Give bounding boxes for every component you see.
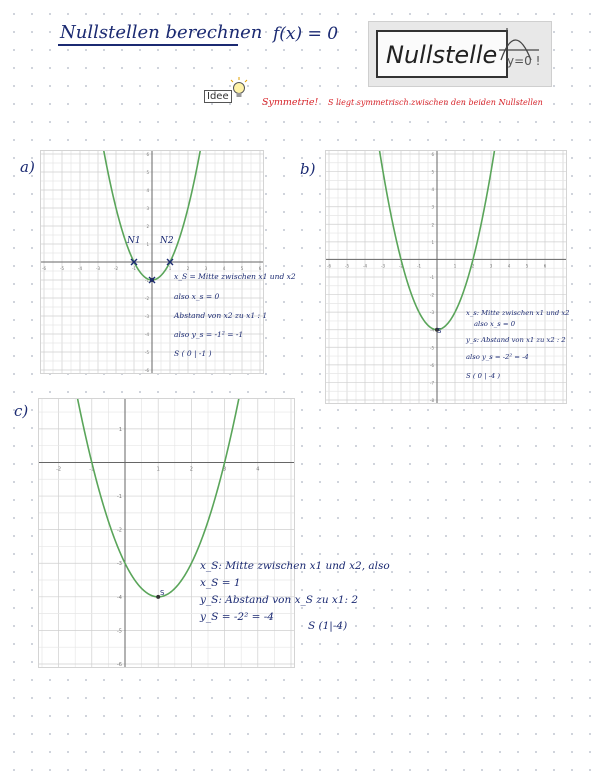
nullstelle-sticker bbox=[368, 21, 552, 87]
note-c-1: x_S: Mitte zwischen x1 und x2, also bbox=[200, 560, 390, 572]
note-c-5: S (1|-4) bbox=[308, 620, 348, 632]
vertex-label-c: S bbox=[160, 589, 165, 597]
panel-c-svg bbox=[39, 399, 294, 667]
note-b-2: also x_s = 0 bbox=[474, 320, 516, 328]
y-tick-label: 5 bbox=[431, 169, 434, 175]
y-tick-label: -6 bbox=[145, 368, 149, 373]
y-tick-label: -6 bbox=[117, 662, 122, 667]
sticker-word: Nullstelle bbox=[386, 41, 498, 69]
x-tick-label: -3 bbox=[96, 266, 100, 271]
panel-b-svg bbox=[326, 151, 566, 403]
note-b-5: S ( 0 | -4 ) bbox=[466, 372, 500, 380]
x-tick-label: -5 bbox=[345, 263, 349, 269]
x-tick-label: 6 bbox=[258, 266, 262, 271]
y-tick-label: -5 bbox=[145, 350, 149, 355]
y-tick-label: -1 bbox=[145, 278, 149, 283]
page-title: Nullstellen berechnen bbox=[60, 22, 263, 43]
y-tick-label: -5 bbox=[117, 628, 122, 635]
x-tick-label: -1 bbox=[417, 263, 421, 269]
x-tick-label: -4 bbox=[363, 263, 367, 269]
note-c-2: x_S = 1 bbox=[200, 577, 241, 589]
y-tick-label: -4 bbox=[145, 332, 149, 337]
y-tick-label: 2 bbox=[146, 224, 149, 229]
note-a-1: x_S = Mitte zwischen x1 und x2 bbox=[174, 272, 296, 281]
x-tick-label: 5 bbox=[240, 266, 244, 271]
x-tick-label: 6 bbox=[543, 263, 547, 269]
note-a-5: S ( 0 | -1 ) bbox=[174, 349, 212, 358]
x-tick-label: -4 bbox=[78, 266, 82, 271]
y-tick-label: -4 bbox=[430, 327, 434, 333]
x-tick-label: -3 bbox=[381, 263, 385, 269]
y-tick-label: 1 bbox=[431, 239, 434, 245]
y-tick-label: -8 bbox=[430, 398, 434, 403]
note-a-3: Abstand von x2 zu x1 : 1 bbox=[174, 311, 268, 320]
idea-sticker bbox=[204, 86, 248, 108]
y-tick-label: 1 bbox=[146, 242, 149, 247]
graph-b bbox=[325, 150, 567, 404]
x-tick-label: 3 bbox=[223, 466, 227, 473]
x-tick-label: -2 bbox=[114, 266, 118, 271]
y-tick-label: -5 bbox=[430, 345, 434, 351]
note-a-4: also y_s = -1² = -1 bbox=[174, 330, 244, 339]
y-tick-label: -6 bbox=[430, 362, 434, 368]
x-tick-label: -6 bbox=[42, 266, 46, 271]
part-c-label: c) bbox=[14, 402, 29, 420]
y-tick-label: -3 bbox=[145, 314, 149, 319]
x-tick-label: 1 bbox=[453, 263, 457, 269]
x-tick-label: 5 bbox=[525, 263, 529, 269]
sticker-note: y=0 ! bbox=[507, 54, 541, 68]
x-tick-label: 3 bbox=[204, 266, 208, 271]
y-tick-label: -2 bbox=[117, 527, 122, 534]
x-tick-label: 4 bbox=[222, 266, 226, 271]
y-tick-label: 6 bbox=[431, 152, 434, 157]
x-tick-label: 3 bbox=[489, 263, 493, 269]
y-tick-label: -7 bbox=[430, 380, 434, 386]
root-label-n1: N1 bbox=[127, 236, 141, 246]
root-label-n2: N2 bbox=[160, 236, 174, 246]
note-a-2: also x_s = 0 bbox=[174, 292, 220, 301]
symmetry-label: Symmetrie! bbox=[262, 97, 319, 108]
x-tick-label: 1 bbox=[168, 266, 172, 271]
x-tick-label: -6 bbox=[327, 263, 331, 269]
part-a-label: a) bbox=[20, 158, 35, 176]
y-tick-label: -4 bbox=[117, 594, 122, 601]
x-tick-label: -1 bbox=[89, 466, 95, 473]
y-tick-label: -3 bbox=[117, 561, 122, 568]
x-tick-label: -1 bbox=[132, 266, 136, 271]
lightbulb-icon bbox=[228, 76, 250, 100]
x-tick-label: -5 bbox=[60, 266, 64, 271]
x-tick-label: 1 bbox=[156, 466, 160, 473]
graph-c bbox=[38, 398, 295, 668]
y-tick-label: 3 bbox=[431, 204, 434, 210]
title-underline bbox=[58, 44, 238, 46]
y-tick-label: -2 bbox=[430, 292, 434, 298]
y-tick-label: 2 bbox=[431, 222, 434, 228]
x-tick-label: 2 bbox=[189, 466, 193, 473]
note-c-4: y_S = -2² = -4 bbox=[200, 611, 274, 623]
y-tick-label: -3 bbox=[430, 310, 434, 316]
idea-label: Idee bbox=[204, 90, 232, 103]
panel-a-svg bbox=[41, 151, 263, 373]
y-tick-label: 1 bbox=[118, 426, 122, 433]
note-b-3: y_s: Abstand von x1 zu x2 : 2 bbox=[466, 336, 566, 344]
graph-a bbox=[40, 150, 264, 374]
x-tick-label: 4 bbox=[507, 263, 511, 269]
x-tick-label: 2 bbox=[471, 263, 475, 269]
y-tick-label: 3 bbox=[146, 206, 149, 211]
equation: f(x) = 0 bbox=[273, 24, 339, 44]
x-tick-label: 4 bbox=[256, 466, 260, 473]
y-tick-label: -1 bbox=[430, 275, 434, 280]
sticker-frame bbox=[376, 30, 508, 78]
y-tick-label: 4 bbox=[146, 188, 149, 193]
note-b-1: x_s: Mitte zwischen x1 und x2 bbox=[466, 309, 570, 317]
y-tick-label: 4 bbox=[431, 187, 434, 193]
x-tick-label: -2 bbox=[56, 466, 62, 473]
symmetry-text: S liegt symmetrisch zwischen den beiden Nullstellen bbox=[328, 98, 543, 107]
vertex-label-b: S bbox=[437, 327, 442, 335]
y-tick-label: 6 bbox=[146, 152, 149, 157]
note-b-4: also y_s = -2² = -4 bbox=[466, 353, 529, 361]
y-tick-label: -2 bbox=[145, 296, 149, 301]
x-tick-label: -2 bbox=[399, 263, 403, 269]
y-tick-label: 5 bbox=[146, 170, 149, 175]
part-b-label: b) bbox=[300, 160, 316, 178]
x-tick-label: 2 bbox=[186, 266, 190, 271]
note-c-3: y_S: Abstand von x_S zu x1: 2 bbox=[200, 594, 359, 606]
y-tick-label: -1 bbox=[117, 494, 122, 501]
